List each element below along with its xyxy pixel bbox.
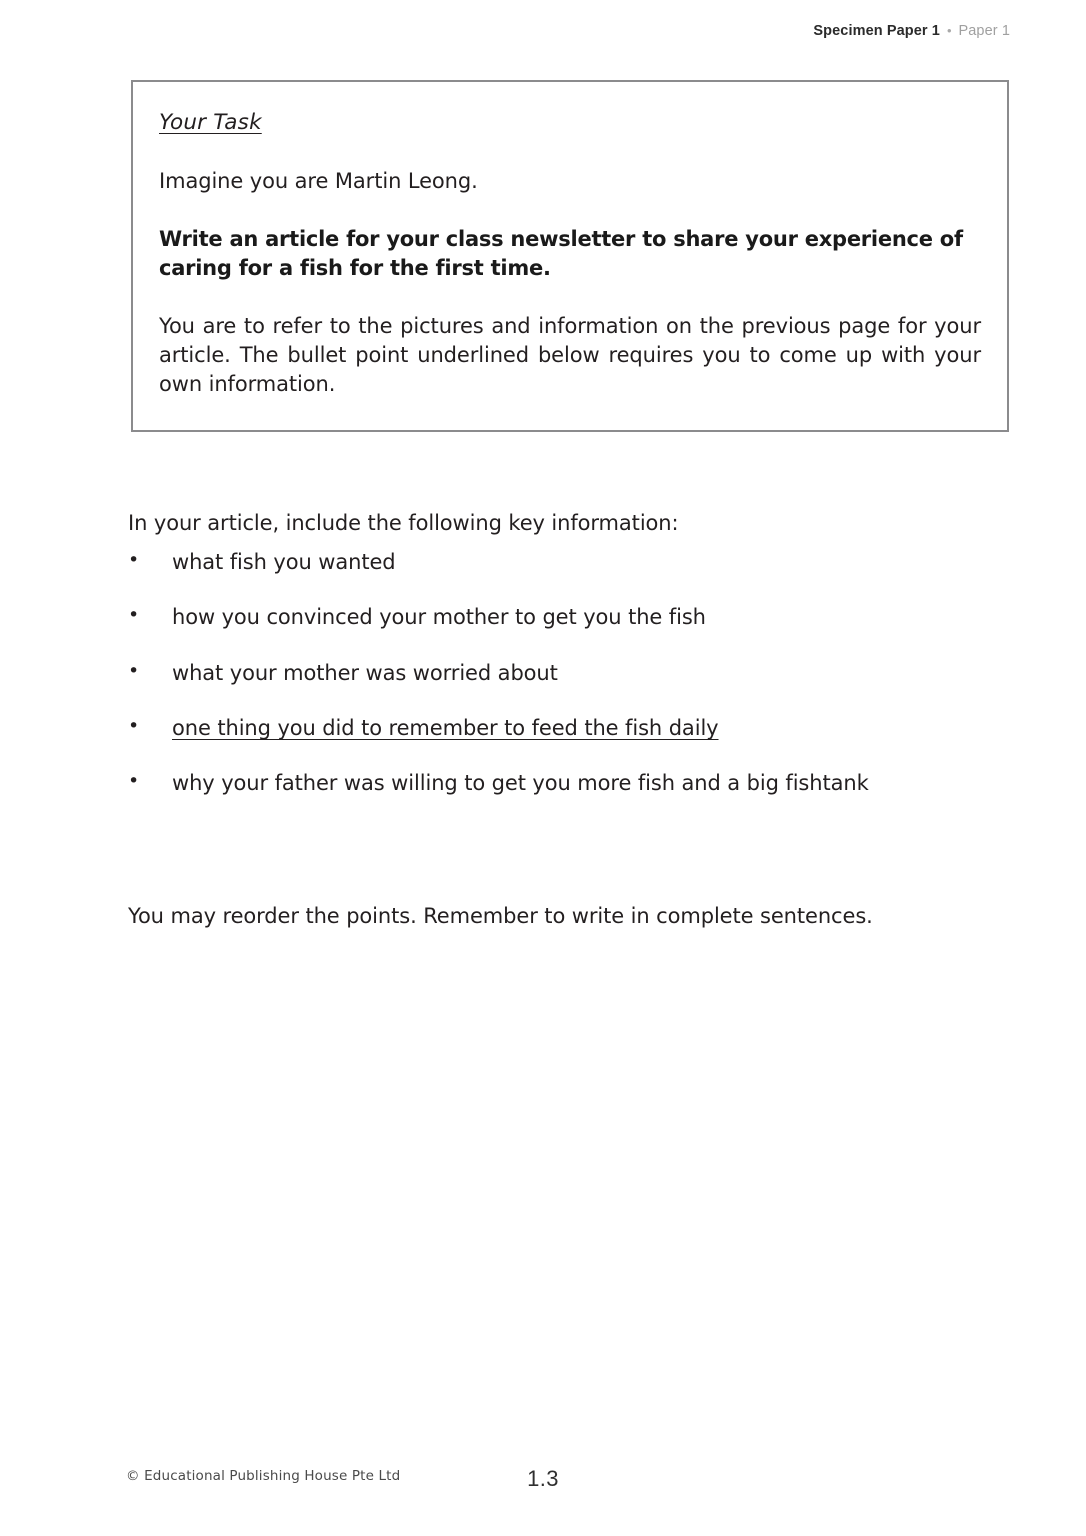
task-reference-note: You are to refer to the pictures and information on the previous page for your article. The bullet point underlined below requires you to come up with your own information. <box>159 314 981 397</box>
your-task-heading: Your Task <box>159 110 262 135</box>
bullet-dot-icon: • <box>128 659 140 682</box>
list-item <box>128 548 988 576</box>
task-instruction: Write an article for your class newsletter to share your experience of caring for a fish for the first time. <box>159 227 963 280</box>
list-item-label: how you convinced your mother to get you the fish <box>172 605 706 630</box>
bullet-dot-icon: • <box>128 715 140 738</box>
your-task-box-content <box>133 82 1007 399</box>
list-item-label: what fish you wanted <box>172 550 396 574</box>
key-information-list <box>128 548 988 798</box>
list-item-label-underlined: one thing you did to remember to feed the fish daily <box>172 716 719 741</box>
closing-instruction: You may reorder the points. Remember to write in complete sentences. <box>128 904 873 928</box>
footer-copyright: © Educational Publishing House Pte Ltd <box>126 1468 401 1484</box>
key-information-intro: In your article, include the following key information: <box>128 511 679 535</box>
list-item <box>128 714 988 742</box>
bullet-dot-icon: • <box>128 770 140 793</box>
list-item <box>128 659 988 687</box>
header-paper-label: Paper 1 <box>958 23 1010 39</box>
list-item <box>128 603 988 631</box>
task-persona-line: Imagine you are Martin Leong. <box>159 169 478 193</box>
page-running-header <box>813 24 1010 39</box>
list-item-label: what your mother was worried about <box>172 660 558 685</box>
header-paper-title: Specimen Paper 1 <box>813 23 940 39</box>
your-task-box <box>131 80 1009 432</box>
bullet-dot-icon: • <box>128 549 140 571</box>
list-item <box>128 769 988 797</box>
header-separator-dot: • <box>946 22 952 38</box>
list-item-label: why your father was willing to get you more fish and a big fishtank <box>172 771 869 796</box>
bullet-dot-icon: • <box>128 604 140 627</box>
page-footer <box>0 1466 1086 1492</box>
footer-page-number: 1.3 <box>527 1466 559 1491</box>
